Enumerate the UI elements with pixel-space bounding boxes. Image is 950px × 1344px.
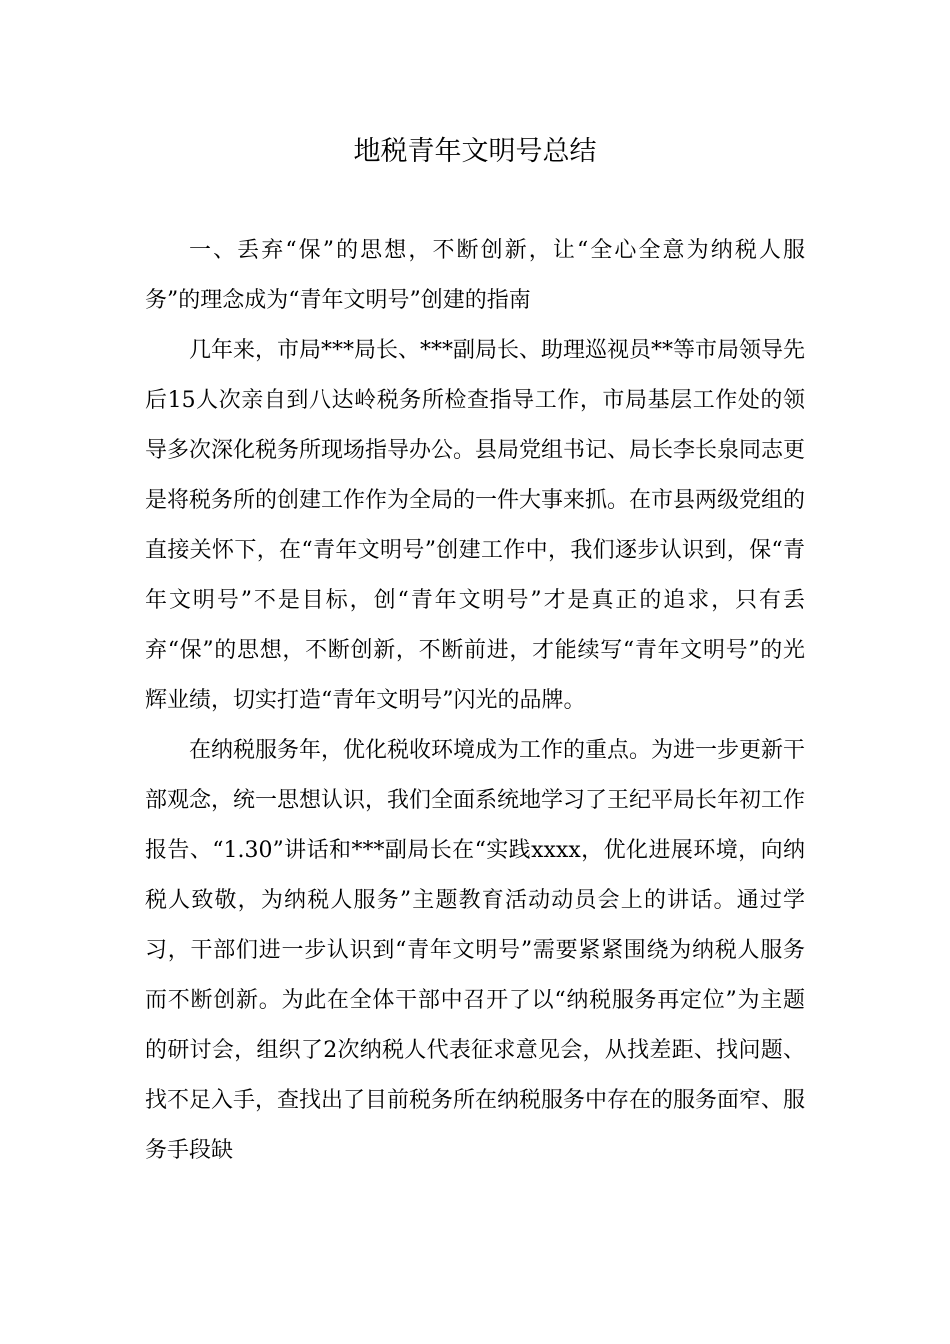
document-title: 地税青年文明号总结 (353, 136, 597, 167)
paragraph: 几年来，市局***局长、***副局长、助理巡视员**等市局领导先后15人次亲自到八达岭税务所检查指导工作，市局基层工作处的领导多次深化税务所现场指导办公。县局党组书记、局长李长泉同志更是将税务所的创建工作作为全局的一件大事来抓。在市县两级党组的直接关怀下，在“青年文明号”创建工作中，我们逐步认识到，保“青年文明号”不是目标，创“青年文明号”才是真正的追求，只有丢弃“保”的思想，不断创新，不断前进，才能续写“青年文明号”的光辉业绩，切实打造“青年文明号”闪光的品牌。 (145, 338, 806, 713)
paragraph: 在纳税服务年，优化税收环境成为工作的重点。为进一步更新干部观念，统一思想认识，我们全面系统地学习了王纪平局长年初工作报告、“1.30”讲话和***副局长在“实践xxxx，优化进展环境，向纳税人致敬，为纳税人服务”主题教育活动动员会上的讲话。通过学习，干部们进一步认识到“青年文明号”需要紧紧围绕为纳税人服务而不断创新。为此在全体干部中召开了以“纳税服务再定位”为主题的研讨会，组织了2次纳税人代表征求意见会，从找差距、找问题、找不足入手，查找出了目前税务所在纳税服务中存在的服务面窄、服务手段缺 (145, 738, 806, 1163)
document-body (145, 226, 805, 1176)
paragraph-section-heading: 一、丢弃“保”的思想，不断创新，让“全心全意为纳税人服务”的理念成为“青年文明号”创建的指南 (145, 238, 805, 313)
